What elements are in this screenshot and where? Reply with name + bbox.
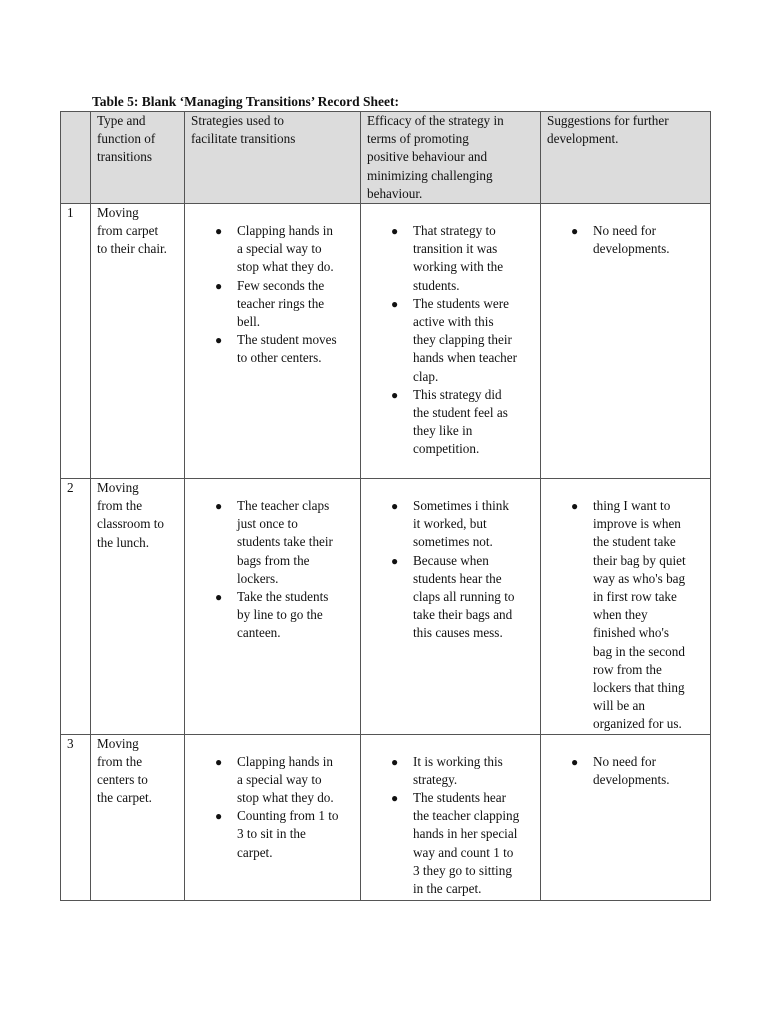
bullet-icon: ● <box>215 754 223 769</box>
header-row <box>61 112 711 204</box>
row-number: 2 <box>61 479 91 735</box>
bullet-icon: ● <box>571 499 579 514</box>
bullet-icon: ● <box>215 333 223 348</box>
bullet-item <box>215 497 354 588</box>
efficacy-list <box>367 497 534 643</box>
bullet-icon: ● <box>391 387 399 402</box>
suggestions-list <box>547 222 704 258</box>
table-row <box>61 734 711 900</box>
bullet-item <box>391 789 534 898</box>
bullet-item <box>571 222 704 258</box>
header-cell-suggestions: Suggestions for further development. <box>541 112 711 204</box>
efficacy-cell <box>361 204 541 479</box>
transition-type-cell <box>91 204 185 479</box>
suggestions-list <box>547 753 704 789</box>
strategies-list <box>191 497 354 643</box>
bullet-icon: ● <box>215 278 223 293</box>
record-sheet-table <box>60 111 711 901</box>
transition-type-text: Moving from the classroom to the lunch. <box>97 480 165 550</box>
strategies-cell <box>185 204 361 479</box>
header-cell-efficacy: Efficacy of the strategy in terms of promoting positive behaviour and minimizing challenging behaviour. <box>361 112 541 204</box>
bullet-text: It is working this strategy. <box>413 753 503 787</box>
bullet-item <box>391 386 534 459</box>
bullet-text: Because when students hear the claps all running to take their bags and this causes mess. <box>413 552 515 641</box>
table-row <box>61 204 711 479</box>
bullet-text: The students were active with this they clapping their hands when teacher clap. <box>413 295 517 384</box>
strategies-list <box>191 753 354 862</box>
bullet-icon: ● <box>215 499 223 514</box>
bullet-item <box>215 807 354 862</box>
bullet-text: Counting from 1 to 3 to sit in the carpet. <box>237 808 339 860</box>
bullet-item <box>215 588 354 643</box>
bullet-text: Clapping hands in a special way to stop what they do. <box>237 223 334 275</box>
strategies-cell <box>185 479 361 735</box>
bullet-item <box>215 753 354 808</box>
efficacy-list <box>367 753 534 899</box>
bullet-icon: ● <box>215 224 223 239</box>
bullet-icon: ● <box>571 754 579 769</box>
bullet-item <box>215 222 354 277</box>
bullet-text: Sometimes i think it worked, but sometimes not. <box>413 498 509 550</box>
bullet-text: Take the students by line to go the canteen. <box>237 589 329 641</box>
bullet-text: The student moves to other centers. <box>237 332 337 366</box>
transition-type-cell <box>91 479 185 735</box>
bullet-icon: ● <box>391 791 399 806</box>
bullet-icon: ● <box>391 754 399 769</box>
suggestions-cell <box>541 734 711 900</box>
efficacy-list <box>367 222 534 459</box>
bullet-text: thing I want to improve is when the student take their bag by quiet way as who's bag in first row take when they finished who's bag in the second row from the lockers that thing will be an organized for us. <box>593 498 686 732</box>
efficacy-cell <box>361 734 541 900</box>
bullet-item <box>391 497 534 552</box>
bullet-text: The students hear the teacher clapping hands in her special way and count 1 to 3 they go to sitting in the carpet. <box>413 790 520 897</box>
bullet-icon: ● <box>215 809 223 824</box>
header-cell-strategies: Strategies used to facilitate transitions <box>185 112 361 204</box>
bullet-item <box>571 497 704 734</box>
bullet-icon: ● <box>391 499 399 514</box>
bullet-text: Few seconds the teacher rings the bell. <box>237 277 325 330</box>
transition-type-cell <box>91 734 185 900</box>
efficacy-cell <box>361 479 541 735</box>
table-title: Table 5: Blank ‘Managing Transitions’ Record Sheet: <box>92 94 400 109</box>
suggestions-list <box>547 497 704 734</box>
bullet-text: The teacher claps just once to students take their bags from the lockers. <box>237 498 333 586</box>
bullet-icon: ● <box>391 553 399 568</box>
bullet-text: This strategy did the student feel as they like in competition. <box>413 386 508 457</box>
bullet-icon: ● <box>391 296 399 311</box>
suggestions-cell <box>541 204 711 479</box>
transition-type-text: Moving from the centers to the carpet. <box>97 735 152 806</box>
bullet-item <box>391 753 534 789</box>
bullet-item <box>391 295 534 386</box>
bullet-icon: ● <box>215 590 223 605</box>
bullet-item <box>215 277 354 332</box>
row-number: 1 <box>61 204 91 479</box>
bullet-item <box>571 753 704 789</box>
bullet-item <box>391 222 534 295</box>
strategies-list <box>191 222 354 368</box>
bullet-text: No need for developments. <box>593 753 670 787</box>
table-row <box>61 479 711 735</box>
header-cell-number <box>61 112 91 204</box>
header-cell-type: Type and function of transitions <box>91 112 185 204</box>
bullet-text: No need for developments. <box>593 223 670 257</box>
bullet-text: That strategy to transition it was working with the students. <box>413 223 504 293</box>
bullet-item <box>215 331 354 367</box>
strategies-cell <box>185 734 361 900</box>
transition-type-text: Moving from carpet to their chair. <box>97 205 167 257</box>
row-number: 3 <box>61 734 91 900</box>
bullet-icon: ● <box>391 224 399 239</box>
suggestions-cell <box>541 479 711 735</box>
bullet-item <box>391 552 534 643</box>
bullet-text: Clapping hands in a special way to stop what they do. <box>237 753 334 806</box>
bullet-icon: ● <box>571 224 579 239</box>
